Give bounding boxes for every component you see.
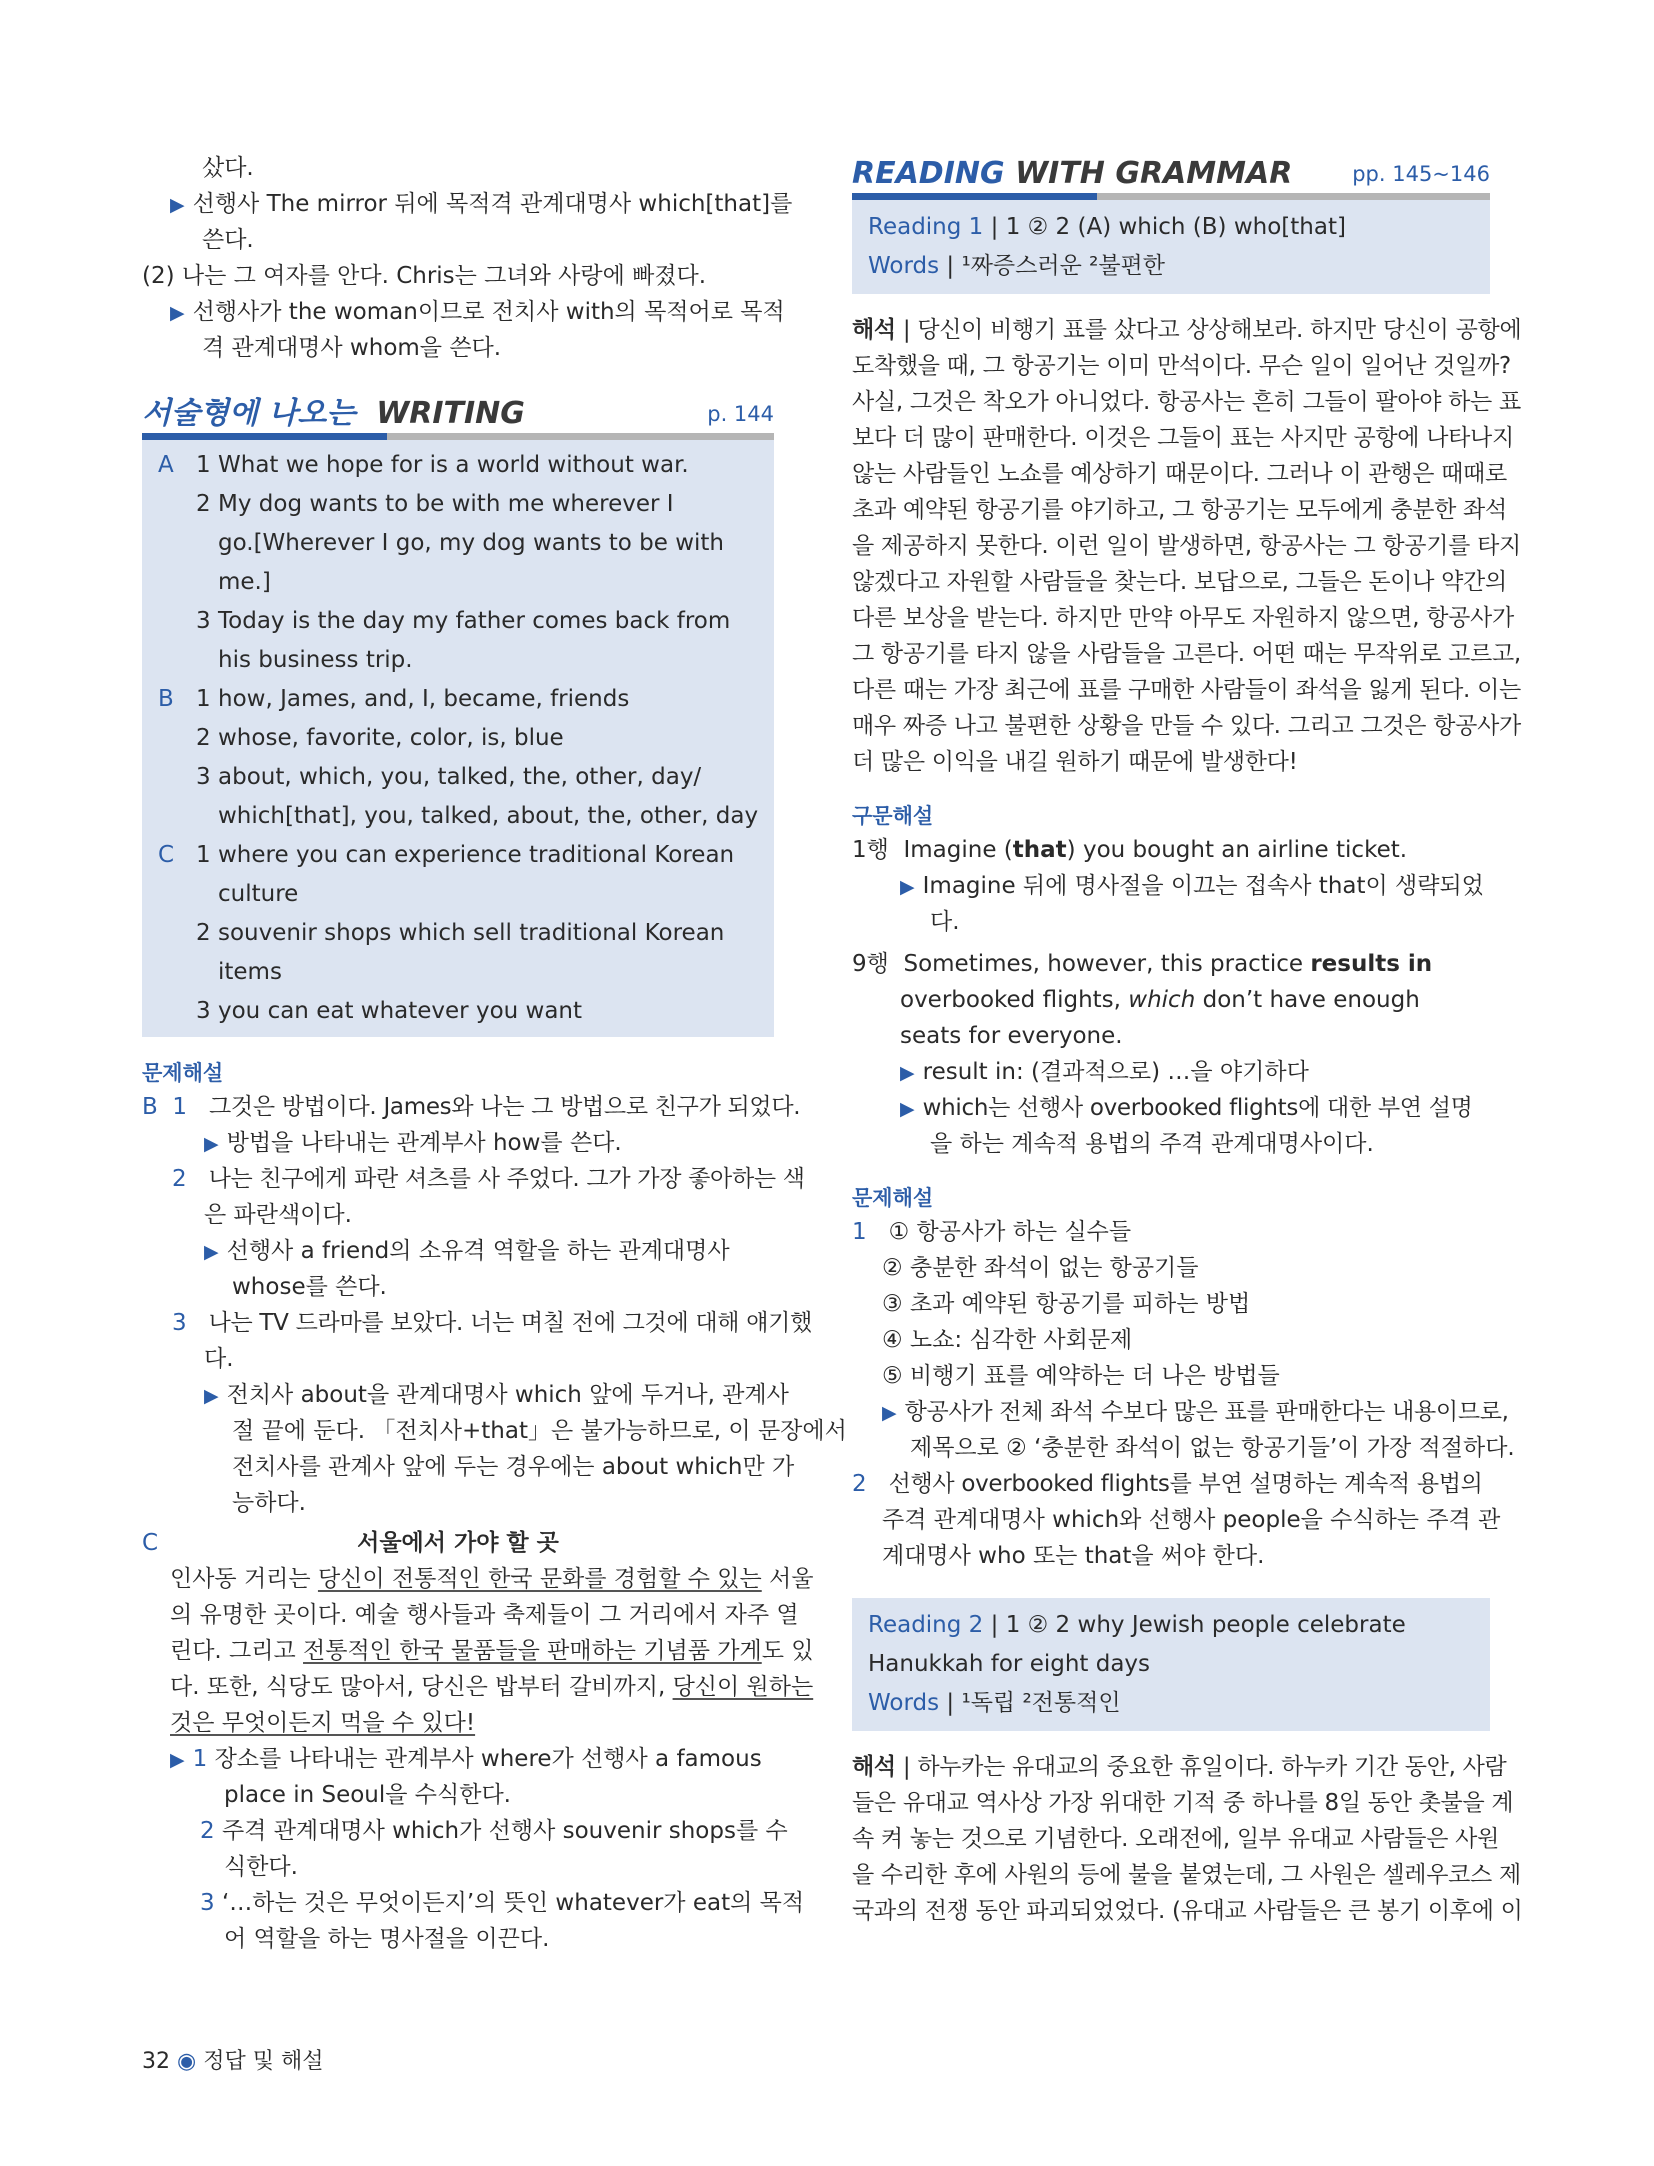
triangle-bullet-icon: ▶	[900, 1098, 915, 1120]
translation-2	[852, 1749, 1523, 1929]
reading1-answer-box: Reading 1 | 1 ② 2 (A) which (B) who[that] Words | ¹짜증스러운 ²불편한	[852, 200, 1490, 294]
translation-line: 더 많은 이익을 내길 원하기 때문에 발생한다!	[852, 749, 1298, 775]
translation-line: 들은 유대교 역사상 가장 위대한 기적 중 하나를 8일 동안 촛불을 계	[852, 1790, 1514, 1816]
writing-answer-line: go.[Wherever I go, my dog wants to be with	[218, 530, 724, 556]
syntax-heading: 구문해설	[852, 804, 934, 828]
passage-title: 서울에서 가야 할 곳	[357, 1530, 559, 1556]
translation-line: 해석 | 당신이 비행기 표를 샀다고 상상해보라. 하지만 당신이 공항에	[852, 317, 1522, 343]
item-number: 1	[196, 842, 211, 868]
writing-answer-line: 2 My dog wants to be with me wherever I	[158, 485, 758, 524]
location-pin-icon: ◉	[177, 2049, 197, 2074]
triangle-bullet-icon: ▶	[204, 1385, 219, 1407]
translation-line: 속 켜 놓는 것으로 기념한다. 오래전에, 일부 유대교 사람들은 사원	[852, 1826, 1499, 1852]
words-label: Words	[868, 1690, 940, 1716]
c-solution: C 서울에서 가야 할 곳 인사동 거리는 당신이 전통적인 한국 문화를 경험할 수 있는 서울 의 유명한 곳이다. 예술 행사들과 축제들이 그 거리에서 자주 열 린다. 그리고 전통적인 한국 물품들을 판매하는 기념품 가게도 있 다. 또한, 식당도 많아서, 당신은 밥부터 갈비까지, 당신이 원하는 것은 무엇이든지 먹을 수 있다! ▶ 1 장소를 나타내는 관계부사 where가 선행사 a famous place in Seoul을 수식한다. 2 주격 관계대명사 which가 선행사 souvenir shops를 수 식한다. 3 ‘…하는 것은 무엇이든지’의 뜻인 whatever가 eat의 목적 어 역할을 하는 명사절을 이끈다.	[142, 1525, 774, 1957]
syntax-notes: 1행 Imagine (that) you bought an airline ticket. ▶ Imagine 뒤에 명사절을 이끄는 접속사 that이 생략되었 다. 9행 Sometimes, however, this practice results in overbooked flights, which don’t have enough seats for everyone. ▶ result in: (결과적으로) …을 야기하다 ▶ which는 선행사 overbooked flights에 대한 부연 설명 을 하는 계속적 용법의 주격 관계대명사이다.	[852, 837, 1484, 1157]
triangle-bullet-icon: ▶	[170, 194, 185, 216]
reading2-answer-box: Reading 2 | 1 ② 2 why Jewish people celebrate Hanukkah for eight days Words | ¹독립 ²전통적인	[852, 1598, 1490, 1731]
group-letter: A	[158, 452, 174, 478]
translation-line: 않는 사람들인 노쇼를 예상하기 때문이다. 그러나 이 관행은 때때로	[852, 461, 1507, 487]
page-number: 32	[142, 2049, 170, 2074]
translation-line: 국과의 전쟁 동안 파괴되었었다. (유대교 사람들은 큰 봉기 이후에 이	[852, 1898, 1523, 1924]
item-number: 2	[200, 1818, 215, 1844]
writing-answer-line: 3 about, which, you, talked, the, other, day/	[158, 758, 758, 797]
passage-line: 린다. 그리고 전통적인 한국 물품들을 판매하는 기념품 가게도 있	[170, 1638, 814, 1664]
item-number: 3	[196, 764, 211, 790]
writing-answer-groups	[158, 446, 758, 1031]
solution-heading: 문제해설	[852, 1186, 934, 1210]
item-number: 1	[852, 1219, 867, 1245]
triangle-bullet-icon: ▶	[170, 1749, 185, 1771]
writing-answer-line: 2 souvenir shops which sell traditional Korean	[158, 914, 758, 953]
item-number: 3	[172, 1310, 187, 1336]
item-number: 2	[852, 1471, 867, 1497]
writing-answer-box	[142, 440, 774, 1037]
group-letter: B	[158, 686, 174, 712]
writing-answer-line: A 1 What we hope for is a world without war.	[158, 446, 758, 485]
explanation-line: ▶ 선행사가 the woman이므로 전치사 with의 목적어로 목적	[170, 299, 785, 325]
section-divider	[142, 433, 774, 440]
writing-answer-line: B 1 how, James, and, I, became, friends	[158, 680, 758, 719]
writing-answer-line: which[that], you, talked, about, the, other, day	[218, 803, 759, 829]
reading-label: Reading 1	[868, 214, 984, 240]
item-number: 1	[172, 1094, 188, 1120]
text-line: (2) 나는 그 여자를 안다. Chris는 그녀와 사랑에 빠졌다.	[142, 263, 707, 289]
item-number: 3	[196, 608, 211, 634]
translation-line: 그 항공기를 타지 않을 사람들을 고른다. 어떤 때는 무작위로 고르고,	[852, 641, 1521, 667]
translation-label: 해석	[852, 1754, 896, 1780]
item-number: 2	[196, 920, 211, 946]
translation-line: 해석 | 하누카는 유대교의 중요한 휴일이다. 하누카 기간 동안, 사람	[852, 1754, 1507, 1780]
triangle-bullet-icon: ▶	[882, 1402, 897, 1424]
translation-line: 않겠다고 자원할 사람들을 찾는다. 보답으로, 그들은 돈이나 약간의	[852, 569, 1507, 595]
item-number: 3	[196, 998, 211, 1024]
solution-heading: 문제해설	[142, 1061, 224, 1085]
passage-line: 의 유명한 곳이다. 예술 행사들과 축제들이 그 거리에서 자주 열	[170, 1602, 799, 1628]
writing-answer-line: 2 whose, favorite, color, is, blue	[158, 719, 758, 758]
triangle-bullet-icon: ▶	[170, 302, 185, 324]
section-title: 서술형에 나오는 WRITING	[142, 396, 525, 431]
reading-label: Reading 2	[868, 1612, 984, 1638]
translation-line: 다른 때는 가장 최근에 표를 구매한 사람들이 좌석을 잃게 된다. 이는	[852, 677, 1521, 703]
text-line: 쓴다.	[202, 227, 254, 253]
translation-line: 다른 보상을 받는다. 하지만 만약 아무도 자원하지 않으면, 항공사가	[852, 605, 1514, 631]
item-number: 2	[196, 725, 211, 751]
passage-line: 인사동 거리는 당신이 전통적인 한국 문화를 경험할 수 있는 서울	[170, 1566, 814, 1592]
translation-1	[852, 312, 1522, 780]
footer-label: 정답 및 해설	[203, 2049, 324, 2074]
translation-line: 초과 예약된 항공기를 야기하고, 그 항공기는 모두에게 충분한 좌석	[852, 497, 1507, 523]
group-letter: C	[158, 842, 175, 868]
words-label: Words	[868, 253, 940, 279]
reading-section-header	[852, 150, 1490, 200]
writing-answer-line: culture	[218, 881, 299, 907]
writing-answer-line: 3 Today is the day my father comes back from	[158, 602, 758, 641]
translation-label: 해석	[852, 317, 896, 343]
b-solution: B 1 그것은 방법이다. James와 나는 그 방법으로 친구가 되었다. ▶ 방법을 나타내는 관계부사 how를 쓴다. 2 나는 친구에게 파란 셔츠를 사 주었다. 그가 가장 좋아하는 색 은 파란색이다. ▶ 선행사 a friend의 소유격 역할을 하는 관계대명사 whose를 쓴다. 3 나는 TV 드라마를 보았다. 너는 며칠 전에 그것에 대해 얘기했 다. ▶ 전치사 about을 관계대명사 which 앞에 두거나, 관계사 절 끝에 둔다. 「전치사+that」은 불가능하므로, 이 문장에서 전치사를 관계사 앞에 두는 경우에는 about which만 가 능하다.	[142, 1094, 847, 1516]
text-line: 격 관계대명사 whom을 쓴다.	[202, 335, 502, 361]
passage-line: 것은 무엇이든지 먹을 수 있다!	[170, 1710, 476, 1736]
triangle-bullet-icon: ▶	[900, 876, 915, 898]
text-line: 샀다.	[202, 155, 254, 181]
left-column	[142, 150, 847, 1957]
translation-line: 보다 더 많이 판매한다. 이것은 그들이 표는 사지만 공항에 나타나지	[852, 425, 1514, 451]
writing-section-header	[142, 390, 774, 440]
translation-line: 도착했을 때, 그 항공기는 이미 만석이다. 무슨 일이 일어난 것일까?	[852, 353, 1511, 379]
page-reference: pp. 145~146	[1352, 162, 1490, 186]
section-title: READING WITH GRAMMAR	[852, 156, 1293, 191]
passage-line: 다. 또한, 식당도 많아서, 당신은 밥부터 갈비까지, 당신이 원하는	[170, 1674, 814, 1700]
triangle-bullet-icon: ▶	[900, 1062, 915, 1084]
item-number: 1	[196, 452, 211, 478]
translation-line: 매우 짜증 나고 불편한 상황을 만들 수 있다. 그리고 그것은 항공사가	[852, 713, 1521, 739]
page-footer	[142, 2044, 323, 2080]
item-number: 3	[200, 1890, 215, 1916]
right-column	[852, 150, 1523, 1929]
reading1-solution: 1 ① 항공사가 하는 실수들 ② 충분한 좌석이 없는 항공기들 ③ 초과 예약된 항공기를 피하는 방법 ④ 노쇼: 심각한 사회문제 ⑤ 비행기 표를 예약하는 더 나은 방법들 ▶ 항공사가 전체 좌석 수보다 많은 표를 판매한다는 내용이므로, 제목으로 ② ‘충분한 좌석이 없는 항공기들’이 가장 적절하다. 2 선행사 overbooked flights를 부연 설명하는 계속적 용법의 주격 관계대명사 which와 선행사 people을 수식하는 주격 관 계대명사 who 또는 that을 써야 한다.	[852, 1219, 1515, 1569]
item-number: 1	[192, 1746, 208, 1772]
section-letter: B	[142, 1094, 158, 1120]
triangle-bullet-icon: ▶	[204, 1241, 219, 1263]
translation-line: 을 제공하지 못한다. 이런 일이 발생하면, 항공사는 그 항공기를 타지	[852, 533, 1521, 559]
explanation-line: ▶ 선행사 The mirror 뒤에 목적격 관계대명사 which[that]를	[170, 191, 793, 217]
translation-line: 사실, 그것은 착오가 아니었다. 항공사는 흔히 그들이 팔아야 하는 표	[852, 389, 1521, 415]
writing-answer-line: C 1 where you can experience traditional Korean	[158, 836, 758, 875]
writing-answer-line: his business trip.	[218, 647, 413, 673]
triangle-bullet-icon: ▶	[204, 1133, 219, 1155]
item-number: 1	[196, 686, 211, 712]
item-number: 2	[172, 1166, 187, 1192]
translation-line: 을 수리한 후에 사원의 등에 불을 붙였는데, 그 사원은 셀레우코스 제	[852, 1862, 1521, 1888]
page-reference: p. 144	[707, 402, 774, 426]
writing-answer-line: items	[218, 959, 282, 985]
writing-answer-line: 3 you can eat whatever you want	[158, 992, 758, 1031]
writing-answer-line: me.]	[218, 569, 271, 595]
section-letter: C	[142, 1530, 159, 1556]
item-number: 2	[196, 491, 211, 517]
section-divider	[852, 193, 1490, 200]
